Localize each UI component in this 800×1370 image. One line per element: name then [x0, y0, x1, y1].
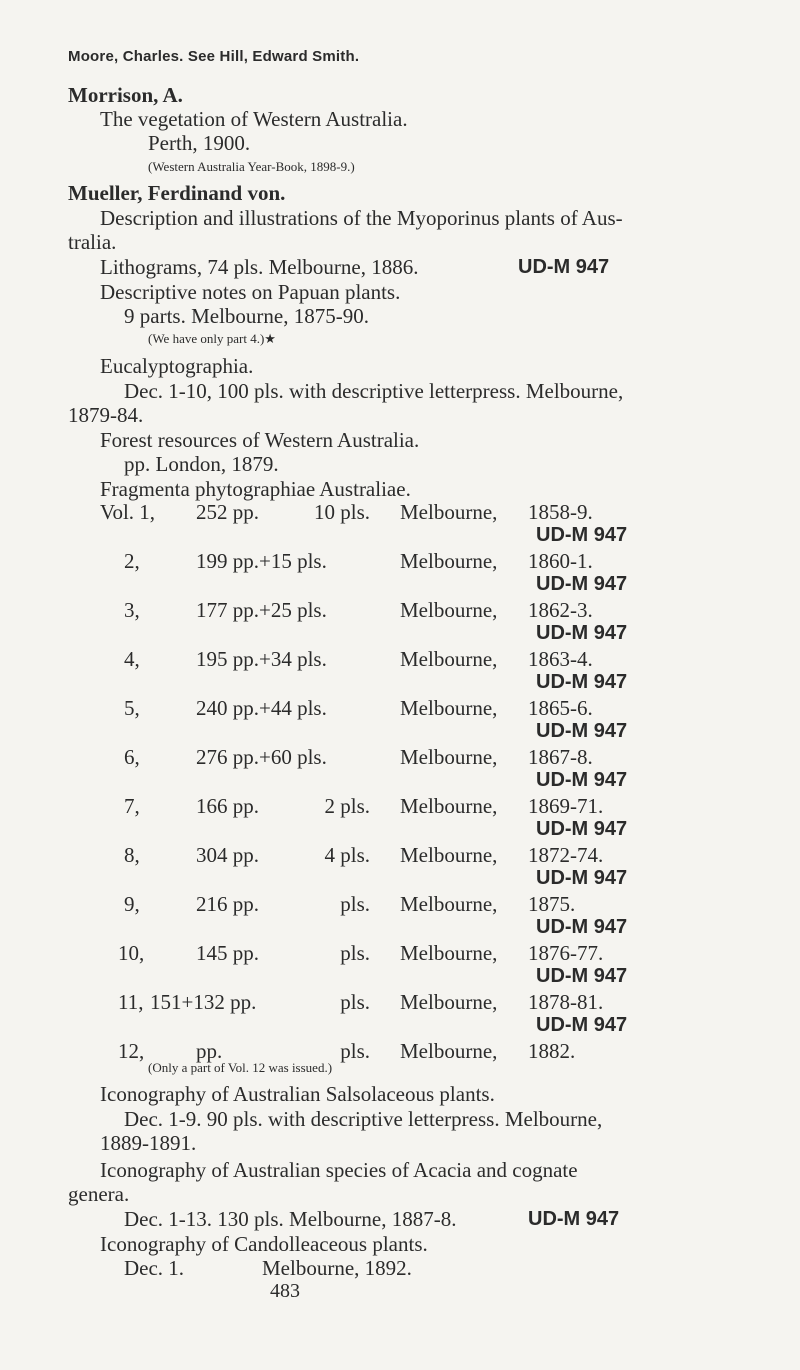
volume-place: Melbourne, — [400, 549, 498, 573]
call-number: UD-M 947 — [536, 573, 628, 595]
volume-pages: 304 pp. — [196, 843, 259, 867]
volume-number: Vol. 1, — [100, 500, 156, 524]
volume-pages: 166 pp. — [196, 794, 259, 818]
call-number: UD-M 947 — [536, 524, 628, 546]
volume-place: Melbourne, — [400, 990, 498, 1014]
volume-number: 12, — [118, 1039, 145, 1063]
work-imprint: Dec. 1-10, 100 pls. with descriptive letterpress. Melbourne, — [124, 379, 624, 403]
work-title: Fragmenta phytographiae Australiae. — [100, 477, 411, 501]
work-title: Eucalyptographia. — [100, 354, 254, 378]
volume-pages: 151+132 pp. — [150, 990, 257, 1014]
call-number: UD-M 947 — [536, 622, 628, 644]
volume-pages: 145 pp. — [196, 941, 259, 965]
work-title: Iconography of Candolleaceous plants. — [100, 1232, 428, 1256]
volume-pages: 276 pp.+60 pls. — [196, 745, 327, 769]
volume-plates: pls. — [340, 941, 370, 965]
call-number: UD-M 947 — [528, 1208, 620, 1230]
work-imprint: Lithograms, 74 pls. Melbourne, 1886. — [100, 255, 419, 279]
work-imprint: 9 parts. Melbourne, 1875-90. — [124, 304, 369, 328]
volume-number: 10, — [118, 941, 145, 965]
work-imprint: 1889-1891. — [100, 1131, 197, 1155]
volume-year: 1865-6. — [528, 696, 593, 720]
volume-number: 4, — [124, 647, 140, 671]
call-number: UD-M 947 — [536, 867, 628, 889]
call-number: UD-M 947 — [536, 916, 628, 938]
volume-number: 7, — [124, 794, 140, 818]
volume-year: 1878-81. — [528, 990, 604, 1014]
running-head: Moore, Charles. See Hill, Edward Smith. — [68, 48, 360, 65]
volume-place: Melbourne, — [400, 500, 498, 524]
work-title: Description and illustrations of the Myoporinus plants of Aus- — [100, 206, 623, 230]
work-imprint: Dec. 1-13. 130 pls. Melbourne, 1887-8. — [124, 1207, 457, 1231]
volume-place: Melbourne, — [400, 1039, 498, 1063]
page-number: 483 — [270, 1280, 300, 1302]
volume-place: Melbourne, — [400, 745, 498, 769]
volume-year: 1882. — [528, 1039, 576, 1063]
volume-pages: 216 pp. — [196, 892, 259, 916]
volume-plates: 10 pls. — [313, 500, 370, 524]
volume-place: Melbourne, — [400, 892, 498, 916]
work-title: The vegetation of Western Australia. — [100, 107, 408, 131]
volume-year: 1858-9. — [528, 500, 593, 524]
volume-place: Melbourne, — [400, 794, 498, 818]
volume-year: 1867-8. — [528, 745, 593, 769]
call-number: UD-M 947 — [536, 671, 628, 693]
volume-number: 5, — [124, 696, 140, 720]
volume-number: 2, — [124, 549, 140, 573]
work-title: genera. — [68, 1182, 130, 1206]
volume-number: 3, — [124, 598, 140, 622]
volume-number: 6, — [124, 745, 140, 769]
work-title: Descriptive notes on Papuan plants. — [100, 280, 401, 304]
work-note: (Only a part of Vol. 12 was issued.) — [148, 1060, 333, 1075]
work-imprint: Perth, 1900. — [148, 131, 251, 155]
call-number: UD-M 947 — [536, 818, 628, 840]
volume-plates: pls. — [340, 1039, 370, 1063]
work-note: (We have only part 4.)★ — [148, 331, 276, 346]
volume-place: Melbourne, — [400, 647, 498, 671]
volume-year: 1862-3. — [528, 598, 593, 622]
work-note: (Western Australia Year-Book, 1898-9.) — [148, 159, 355, 174]
call-number: UD-M 947 — [536, 720, 628, 742]
work-imprint: Dec. 1. — [124, 1256, 185, 1280]
work-imprint: Melbourne, 1892. — [262, 1256, 412, 1280]
call-number: UD-M 947 — [536, 965, 628, 987]
volume-year: 1860-1. — [528, 549, 593, 573]
volume-plates: 2 pls. — [324, 794, 370, 818]
work-imprint: pp. London, 1879. — [124, 452, 279, 476]
call-number: UD-M 947 — [536, 769, 628, 791]
volume-number: 9, — [124, 892, 140, 916]
volume-place: Melbourne, — [400, 696, 498, 720]
volume-plates: 4 pls. — [324, 843, 370, 867]
volume-year: 1869-71. — [528, 794, 604, 818]
call-number: UD-M 947 — [536, 1014, 628, 1036]
volume-year: 1872-74. — [528, 843, 604, 867]
work-title: Iconography of Australian Salsolaceous plants. — [100, 1082, 495, 1106]
call-number: UD-M 947 — [518, 256, 610, 278]
volume-year: 1876-77. — [528, 941, 604, 965]
work-title: tralia. — [68, 230, 117, 254]
volume-pages: pp. — [196, 1039, 223, 1063]
volume-pages: 240 pp.+44 pls. — [196, 696, 327, 720]
volume-pages: 177 pp.+25 pls. — [196, 598, 327, 622]
volume-pages: 252 pp. — [196, 500, 259, 524]
volume-place: Melbourne, — [400, 941, 498, 965]
volume-year: 1875. — [528, 892, 576, 916]
volume-pages: 195 pp.+34 pls. — [196, 647, 327, 671]
volume-place: Melbourne, — [400, 598, 498, 622]
volume-plates: pls. — [340, 990, 370, 1014]
author-heading: Mueller, Ferdinand von. — [68, 181, 286, 205]
volume-year: 1863-4. — [528, 647, 593, 671]
work-imprint: 1879-84. — [68, 403, 144, 427]
volume-number: 8, — [124, 843, 140, 867]
author-heading: Morrison, A. — [68, 83, 183, 107]
volume-plates: pls. — [340, 892, 370, 916]
volume-number: 11, — [118, 990, 144, 1014]
volume-place: Melbourne, — [400, 843, 498, 867]
work-imprint: Dec. 1-9. 90 pls. with descriptive letterpress. Melbourne, — [124, 1107, 603, 1131]
volume-pages: 199 pp.+15 pls. — [196, 549, 327, 573]
work-title: Iconography of Australian species of Acacia and cognate — [100, 1158, 578, 1182]
work-title: Forest resources of Western Australia. — [100, 428, 420, 452]
